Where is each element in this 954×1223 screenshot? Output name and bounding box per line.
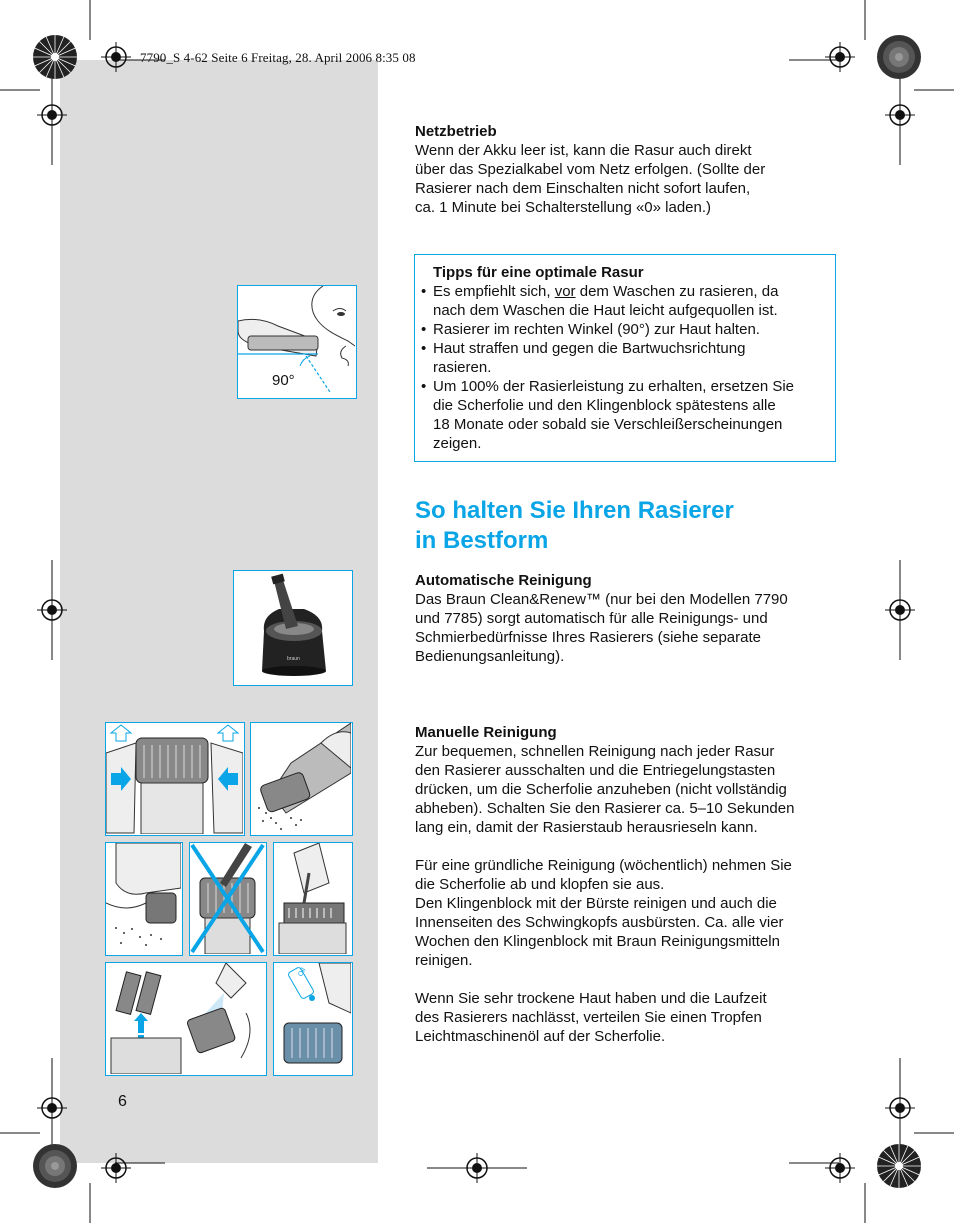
section-heading-line: in Bestform: [415, 527, 549, 554]
color-wheel: [876, 1143, 922, 1189]
bullet: •: [421, 340, 427, 357]
auto-cleaning-line: Bedienungsanleitung).: [415, 648, 565, 665]
section-heading-line: So halten Sie Ihren Rasierer: [415, 497, 734, 524]
tips-item: [415, 320, 835, 339]
tips-list: [415, 282, 835, 453]
tips-text: 18 Monate oder sobald sie Verschleißerscheinungen: [433, 416, 783, 433]
angle-label: 90°: [272, 372, 295, 389]
registration-target: [101, 42, 131, 72]
registration-target: [37, 595, 67, 625]
release-foil-illustration: [105, 722, 245, 836]
netzbetrieb-line: über das Spezialkabel vom Netz erfolgen. (Sollte der: [415, 161, 766, 178]
registration-target: [885, 1093, 915, 1123]
manual-cleaning-section: [415, 723, 845, 1046]
tips-item: [415, 339, 835, 377]
manual-line: Leichtmaschinenöl auf der Scherfolie.: [415, 1028, 666, 1045]
registration-target: [37, 100, 67, 130]
station-brand: braun: [287, 656, 300, 662]
brush-cutter-illustration: [273, 842, 353, 956]
section-heading: [415, 496, 734, 556]
auto-cleaning-line: und 7785) sorgt automatisch für alle Reinigungs- und: [415, 610, 768, 627]
netzbetrieb-title: Netzbetrieb: [415, 123, 497, 140]
registration-target: [825, 42, 855, 72]
tips-text: Haut straffen und gegen die Bartwuchsrichtung: [433, 340, 746, 357]
registration-target: [101, 1153, 131, 1183]
registration-target: [885, 595, 915, 625]
manual-line: Zur bequemen, schnellen Reinigung nach jeder Rasur: [415, 743, 775, 760]
manual-line: lang ein, damit der Rasierstaub herausrieseln kann.: [415, 819, 758, 836]
shaking-dust-illustration: [250, 722, 353, 836]
netzbetrieb-section: [415, 122, 845, 217]
color-wheel: [32, 1143, 78, 1189]
manual-line: drücken, um die Scherfolie anzuheben (nicht vollständig: [415, 781, 787, 798]
tips-title: Tipps für eine optimale Rasur: [433, 264, 644, 281]
manual-line: Den Klingenblock mit der Bürste reinigen und auch die: [415, 895, 777, 912]
tips-text: zeigen.: [433, 435, 482, 452]
color-wheel: [32, 34, 78, 80]
registration-target: [885, 100, 915, 130]
auto-cleaning-section: [415, 571, 845, 666]
tips-text: rasieren.: [433, 359, 492, 376]
registration-target: [825, 1153, 855, 1183]
manual-line: den Rasierer ausschalten und die Entriegelungstasten: [415, 762, 776, 779]
tips-item: [415, 282, 835, 320]
auto-cleaning-title: Automatische Reinigung: [415, 572, 592, 589]
bullet: •: [421, 378, 427, 395]
manual-line: Innenseiten des Schwingkopfs ausbürsten. Ca. alle vier: [415, 914, 784, 931]
do-not-brush-foil-illustration: [189, 842, 267, 956]
tips-text-underlined: vor: [554, 283, 576, 300]
tips-text: dem Waschen zu rasieren, da: [575, 283, 779, 300]
registration-target: [462, 1153, 492, 1183]
netzbetrieb-line: ca. 1 Minute bei Schalterstellung «0» laden.): [415, 199, 712, 216]
manual-line: die Scherfolie ab und klopfen sie aus.: [415, 876, 665, 893]
tap-foil-illustration: [105, 842, 183, 956]
tips-text: nach dem Waschen die Haut leicht aufgequollen ist.: [433, 302, 778, 319]
bullet: •: [421, 321, 427, 338]
manual-line: Wenn Sie sehr trockene Haut haben und die Laufzeit: [415, 990, 767, 1007]
tips-text: Rasierer im rechten Winkel (90°) zur Haut halten.: [433, 321, 760, 338]
tips-text: Es empfiehlt sich,: [433, 283, 555, 300]
shaving-angle-illustration: [237, 285, 357, 399]
manual-line: abheben). Schalten Sie den Rasierer ca. 5–10 Sekunden: [415, 800, 795, 817]
oil-label: Oil: [297, 967, 308, 978]
oil-drop-illustration: [273, 962, 353, 1076]
netzbetrieb-line: Wenn der Akku leer ist, kann die Rasur auch direkt: [415, 142, 752, 159]
manual-line: reinigen.: [415, 952, 473, 969]
color-wheel: [876, 34, 922, 80]
tips-text: die Scherfolie und den Klingenblock spätestens alle: [433, 397, 776, 414]
auto-cleaning-line: Schmierbedürfnisse Ihres Rasierers (siehe separate: [415, 629, 761, 646]
bullet: •: [421, 283, 427, 300]
manual-line: des Rasierers nachlässt, verteilen Sie einen Tropfen: [415, 1009, 762, 1026]
tips-item: [415, 377, 835, 453]
tips-text: Um 100% der Rasierleistung zu erhalten, ersetzen Sie: [433, 378, 795, 395]
registration-target: [37, 1093, 67, 1123]
print-header: 7790_S 4-62 Seite 6 Freitag, 28. April 2006 8:35 08: [140, 50, 416, 65]
tips-box: [414, 254, 836, 462]
netzbetrieb-line: Rasierer nach dem Einschalten nicht sofort laufen,: [415, 180, 751, 197]
manual-line: Für eine gründliche Reinigung (wöchentlich) nehmen Sie: [415, 857, 792, 874]
auto-cleaning-line: Das Braun Clean&Renew™ (nur bei den Modellen 7790: [415, 591, 788, 608]
cleaning-station-illustration: [233, 570, 353, 686]
cleaning-spray-illustration: [105, 962, 267, 1076]
manual-line: Wochen den Klingenblock mit Braun Reinigungsmitteln: [415, 933, 780, 950]
page-number: 6: [118, 1093, 127, 1110]
manual-cleaning-title: Manuelle Reinigung: [415, 724, 557, 741]
